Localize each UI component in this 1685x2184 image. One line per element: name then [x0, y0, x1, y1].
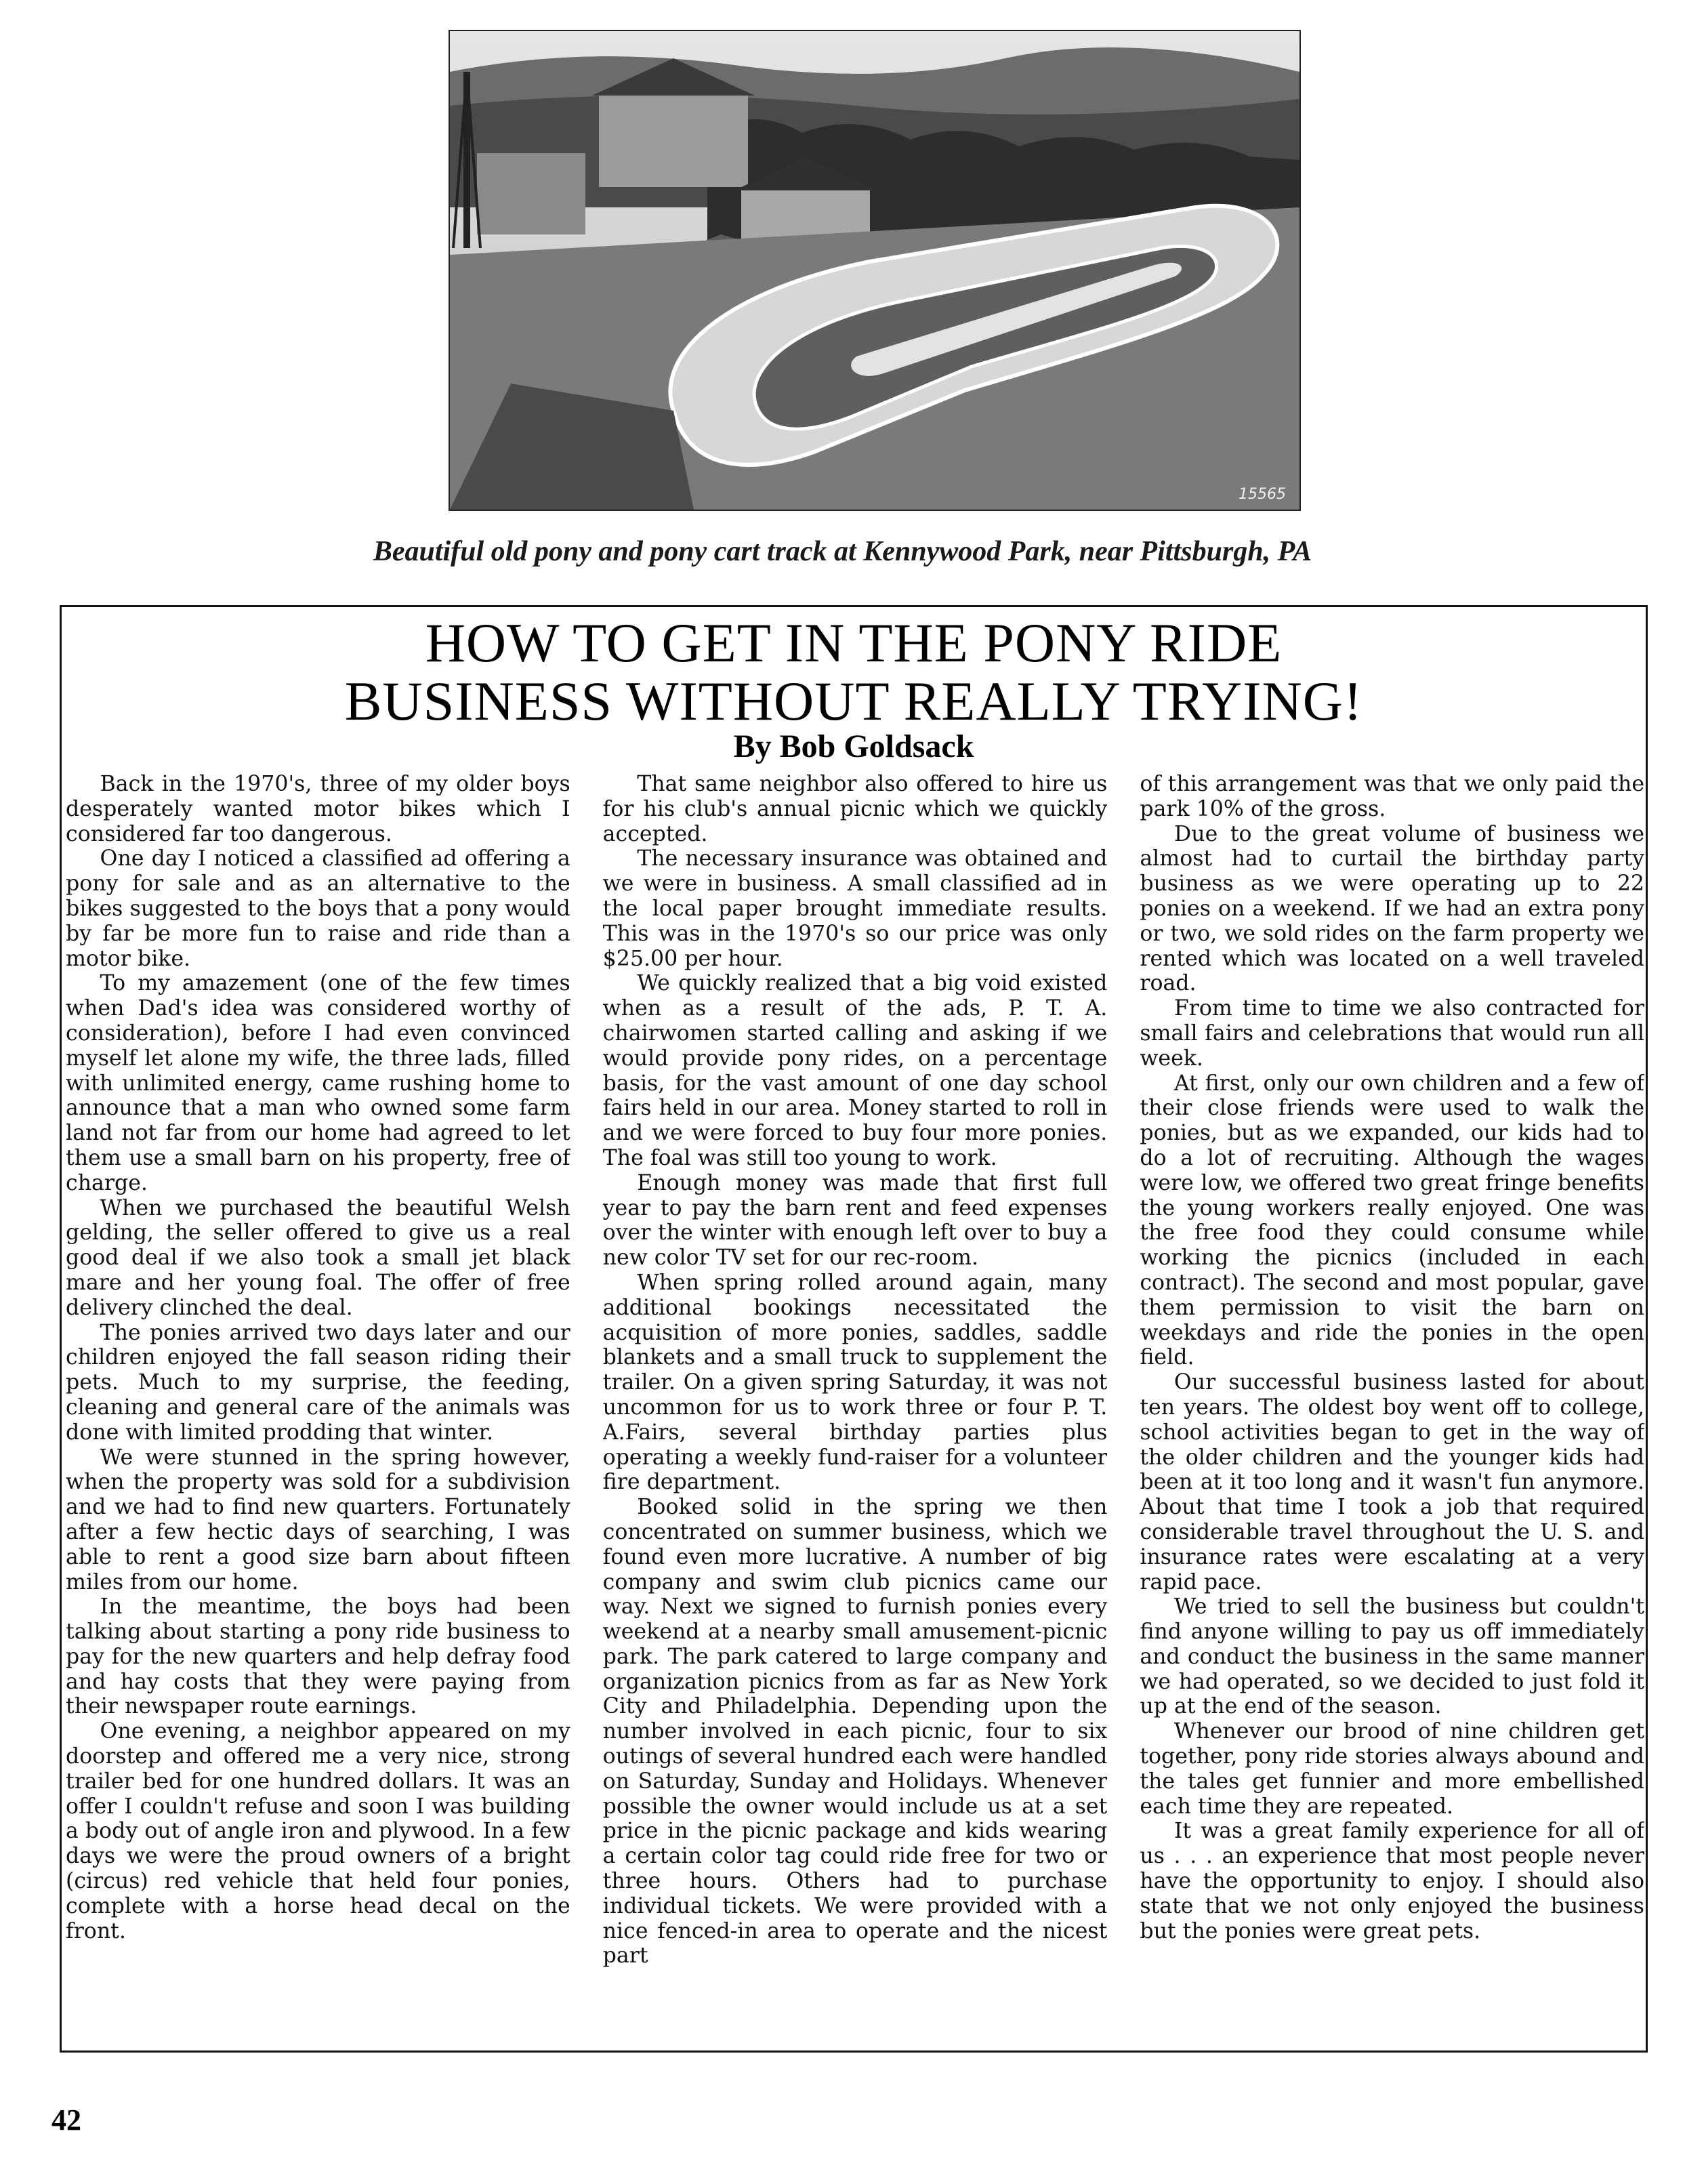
paragraph: To my amazement (one of the few times when Dad's idea was considered worthy of consideration), before I had even convinced myself let alone my wife, the three lads, filled with unlimited energy, came rushing home to announce that a man who owned some farm land not far from our home had agreed to let them use a small barn on his property, free of charge.	[66, 971, 570, 1195]
paragraph: One day I noticed a classified ad offering a pony for sale and as an alternative to the bikes suggested to the boys that a pony would by far be more fun to raise and ride than a motor bike.	[66, 846, 570, 971]
paragraph: One evening, a neighbor appeared on my doorstep and offered me a very nice, strong trailer bed for one hundred dollars. It was an offer I couldn't refuse and soon I was building a body out of angle iron and plywood. In a few days we were the proud owners of a bright (circus) red vehicle that held four ponies, complete with a horse head decal on the front.	[66, 1719, 570, 1943]
paragraph: In the meantime, the boys had been talking about starting a pony ride business to pay for the new quarters and help defray food and hay costs that they were paying from their newspaper route earnings.	[66, 1594, 570, 1719]
paragraph: The ponies arrived two days later and our children enjoyed the fall season riding their pets. Much to my surprise, the feeding, cleaning and general care of the animals was done with limited prodding that winter.	[66, 1320, 570, 1445]
paragraph: We tried to sell the business but couldn't find anyone willing to pay us off immediately and conduct the business in the same manner we had operated, so we decided to just fold it up at the end of the season.	[1140, 1594, 1645, 1719]
headline-line-1: HOW TO GET IN THE PONY RIDE	[425, 612, 1283, 674]
column-3	[1140, 772, 1644, 2046]
page-number: 42	[51, 2103, 81, 2137]
paragraph: Whenever our brood of nine children get together, pony ride stories always abound and the tales get funnier and more embellished each time they are repeated.	[1140, 1719, 1645, 1819]
paragraph: Booked solid in the spring we then concentrated on summer business, which we found even more lucrative. A number of big company and swim club picnics came our way. Next we signed to furnish ponies every weekend at a nearby small amusement-picnic park. The park catered to large company and organization picnics from as far as New York City and Philadelphia. Depending upon the number involved in each picnic, four to six outings of several hundred each were handled on Saturday, Sunday and Holidays. Whenever possible the owner would include us at a set price in the picnic package and kids wearing a certain color tag could ride free for two or three hours. Others had to purchase individual tickets. We were provided with a nice fenced-in area to operate and the nicest part	[602, 1495, 1108, 1969]
paragraph: The necessary insurance was obtained and we were in business. A small classified ad in the local paper brought immediate results. This was in the 1970's so our price was only $25.00 per hour.	[602, 846, 1108, 971]
column-2	[603, 772, 1108, 2046]
paragraph: Enough money was made that first full year to pay the barn rent and feed expenses over the winter with enough left over to buy a new color TV set for our rec-room.	[602, 1170, 1108, 1271]
paragraph: of this arrangement was that we only paid the park 10% of the gross.	[1140, 772, 1645, 821]
pony-track-photo	[449, 30, 1301, 511]
article-columns	[66, 772, 1644, 2046]
paragraph: When spring rolled around again, many additional bookings necessitated the acquisition of more ponies, saddles, saddle blankets and a small truck to supplement the trailer. On a given spring Saturday, it was not uncommon for us to work three or four P. T. A.Fairs, several birthday parties plus operating a weekly fund-raiser for a volunteer fire department.	[602, 1270, 1108, 1495]
article-byline: By Bob Goldsack	[733, 728, 974, 764]
paragraph: At first, only our own children and a few of their close friends were used to walk the ponies, but as we expanded, our kids had to do a lot of recruiting. Although the wages were low, we offered two great fringe benefits the young workers really enjoyed. One was the free food they could consume while working the picnics (included in each contract). The second and most popular, gave them permission to visit the barn on weekdays and ride the ponies in the open field.	[1140, 1071, 1645, 1370]
paragraph: Back in the 1970's, three of my older boys desperately wanted motor bikes which I considered far too dangerous.	[66, 772, 570, 846]
paragraph: We were stunned in the spring however, when the property was sold for a subdivision and we had to find new quarters. Fortunately after a few hectic days of searching, I was able to rent a good size barn about fifteen miles from our home.	[66, 1445, 570, 1594]
headline-line-2: BUSINESS WITHOUT REALLY TRYING!	[344, 670, 1363, 732]
pony-track-photo-icon	[450, 31, 1299, 510]
article-box	[60, 605, 1648, 2053]
paragraph: It was a great family experience for all of us . . . an experience that most people never have the opportunity to enjoy. I should also state that we not only enjoyed the business but the ponies were great pets.	[1140, 1819, 1645, 1943]
paragraph: From time to time we also contracted for small fairs and celebrations that would run all week.	[1140, 996, 1645, 1071]
paragraph: When we purchased the beautiful Welsh gelding, the seller offered to give us a real good deal if we also took a small jet black mare and her young foal. The offer of free delivery clinched the deal.	[66, 1195, 570, 1320]
article-headline	[62, 614, 1646, 730]
column-1	[66, 772, 570, 2046]
paragraph: We quickly realized that a big void existed when as a result of the ads, P. T. A. chairwomen started calling and asking if we would provide pony rides, on a percentage basis, for the vast amount of one day school fairs held in our area. Money started to roll in and we were forced to buy four more ponies. The foal was still too young to work.	[602, 971, 1108, 1170]
paragraph: Due to the great volume of business we almost had to curtail the birthday party business as we were operating up to 22 ponies on a weekend. If we had an extra pony or two, we sold rides on the farm property we rented which was located on a well traveled road.	[1140, 821, 1645, 996]
paragraph: Our successful business lasted for about ten years. The oldest boy went off to college, school activities began to get in the way of the older children and the younger kids had been at it too long and it wasn't fun anymore. About that time I took a job that required considerable travel throughout the U. S. and insurance rates were escalating at a very rapid pace.	[1140, 1370, 1645, 1594]
paragraph: That same neighbor also offered to hire us for his club's annual picnic which we quickly accepted.	[602, 772, 1108, 846]
photo-caption: Beautiful old pony and pony cart track at Kennywood Park, near Pittsburgh, PA	[373, 536, 1312, 567]
photo-stamp: 15565	[1239, 486, 1286, 503]
